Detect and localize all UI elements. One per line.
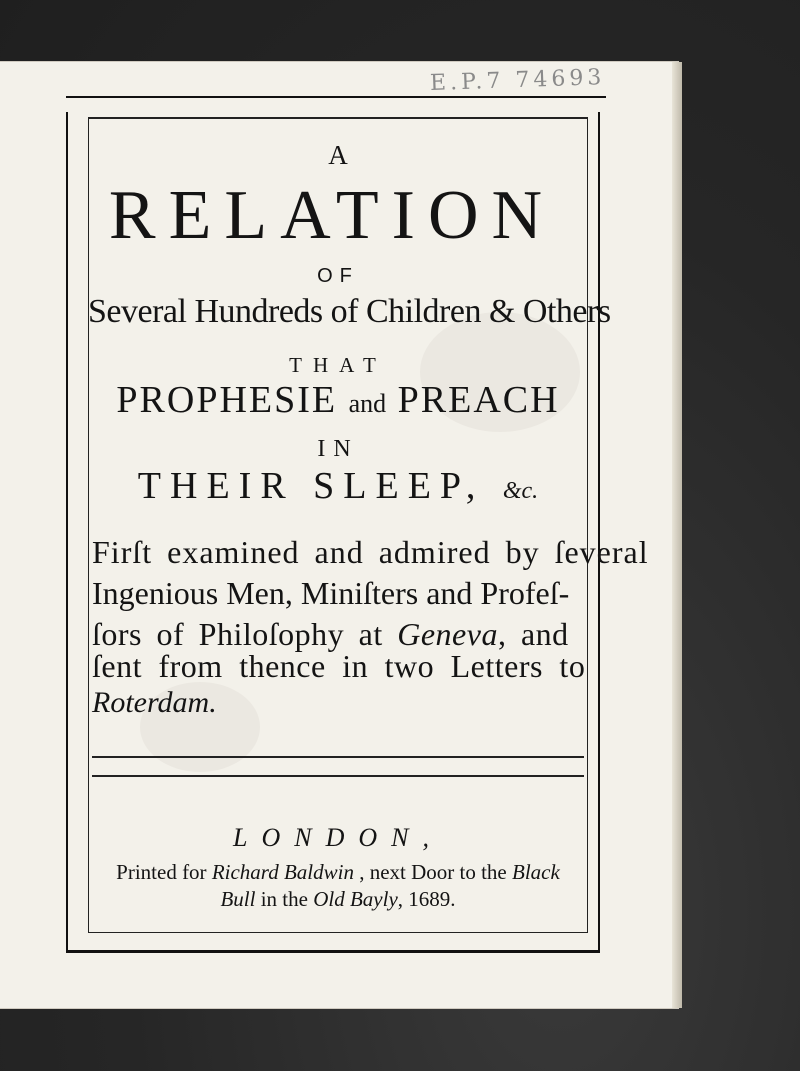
geneva: Geneva	[397, 616, 498, 652]
imprint-year: , 1689.	[397, 887, 456, 911]
imprint-in-the: in the	[255, 887, 314, 911]
title-prophesie: PROPHESIE	[116, 379, 338, 421]
title-relation: RELATION	[108, 177, 556, 254]
description-line-4: ſent from thence in two Letters to	[92, 648, 586, 684]
divider-rule-2	[92, 775, 584, 777]
description-line-5: Roterdam.	[92, 686, 217, 719]
imprint-line-2	[88, 887, 588, 912]
description-line-2: Ingenious Men, Miniſters and Profeſ-	[92, 575, 570, 611]
imprint-bull: Bull	[220, 887, 256, 911]
imprint-next-door: , next Door to the	[353, 860, 513, 884]
title-several-hundreds: Several Hundreds of Children & Others	[88, 293, 611, 330]
imprint-old-bayly: Old Bayly	[313, 887, 398, 911]
title-preach: PREACH	[397, 379, 560, 421]
imprint-place: LONDON,	[233, 823, 443, 852]
title-of: OF	[317, 265, 359, 287]
title-their-sleep-text: THEIR SLEEP,	[137, 465, 485, 507]
imprint-printer: Richard Baldwin	[211, 860, 354, 884]
title-article: A	[328, 140, 348, 170]
imprint-black: Black	[512, 860, 560, 884]
imprint-line-1	[88, 860, 588, 885]
divider-rule-1	[92, 756, 584, 758]
title-in: IN	[317, 436, 359, 462]
description-line-3-text: ſors of Philoſophy at	[92, 616, 398, 652]
top-rule	[66, 96, 606, 98]
title-that: THAT	[289, 353, 387, 377]
imprint-printed-for: Printed for	[116, 860, 212, 884]
shelfmark: E.P.7 74693	[429, 64, 606, 97]
title-and: and	[348, 389, 387, 418]
title-etc: &c.	[502, 478, 539, 504]
page-edge	[672, 62, 682, 1008]
title-their-sleep	[88, 464, 588, 508]
geneva-after: , and	[497, 616, 569, 652]
title-prophesie-preach	[88, 378, 588, 422]
description-line-1: Firſt examined and admired by ſeveral	[92, 534, 649, 570]
